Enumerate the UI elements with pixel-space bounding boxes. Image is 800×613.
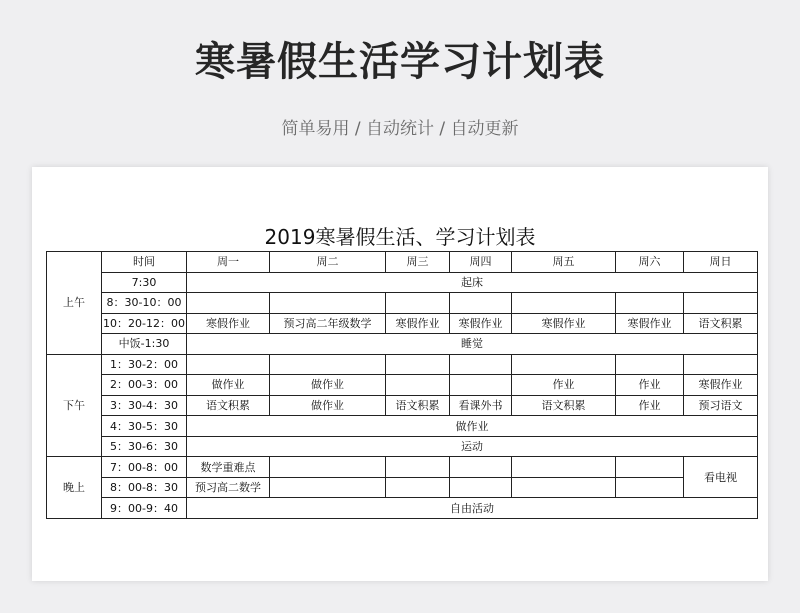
header-cell-mon: 周一 bbox=[187, 252, 270, 273]
activity-cell: 语文积累 bbox=[386, 395, 450, 416]
time-cell: 8：30-10：00 bbox=[102, 293, 187, 314]
time-cell: 中饭-1:30 bbox=[102, 334, 187, 355]
time-cell: 5：30-6：30 bbox=[102, 436, 187, 457]
header-cell-sun: 周日 bbox=[684, 252, 758, 273]
table-row bbox=[47, 477, 758, 498]
activity-cell bbox=[270, 477, 386, 498]
schedule-table bbox=[46, 251, 758, 519]
sheet-title: 2019寒暑假生活、学习计划表 bbox=[264, 225, 536, 249]
activity-cell: 寒假作业 bbox=[684, 375, 758, 396]
activity-cell: 预习高二数学 bbox=[187, 477, 270, 498]
activity-cell: 看电视 bbox=[684, 457, 758, 498]
period-cell-afternoon: 下午 bbox=[47, 354, 102, 457]
time-cell: 8：00-8：30 bbox=[102, 477, 187, 498]
activity-cell: 睡觉 bbox=[187, 334, 758, 355]
header-cell-fri: 周五 bbox=[512, 252, 616, 273]
activity-cell bbox=[616, 477, 684, 498]
activity-cell: 语文积累 bbox=[187, 395, 270, 416]
activity-cell: 寒假作业 bbox=[616, 313, 684, 334]
activity-cell: 做作业 bbox=[270, 375, 386, 396]
activity-cell: 作业 bbox=[616, 395, 684, 416]
time-cell: 10：20-12：00 bbox=[102, 313, 187, 334]
activity-cell bbox=[616, 457, 684, 478]
table-row bbox=[47, 498, 758, 519]
time-cell: 2：00-3：00 bbox=[102, 375, 187, 396]
period-cell-evening: 晚上 bbox=[47, 457, 102, 519]
activity-cell bbox=[187, 354, 270, 375]
activity-cell bbox=[187, 293, 270, 314]
activity-cell: 寒假作业 bbox=[386, 313, 450, 334]
activity-cell bbox=[450, 477, 512, 498]
activity-cell: 作业 bbox=[616, 375, 684, 396]
table-row bbox=[47, 313, 758, 334]
activity-cell bbox=[616, 293, 684, 314]
activity-cell: 看课外书 bbox=[450, 395, 512, 416]
activity-cell: 预习语文 bbox=[684, 395, 758, 416]
activity-cell bbox=[386, 375, 450, 396]
period-cell-morning: 上午 bbox=[47, 252, 102, 355]
activity-cell bbox=[386, 293, 450, 314]
activity-cell: 语文积累 bbox=[512, 395, 616, 416]
table-row bbox=[47, 436, 758, 457]
table-row bbox=[47, 354, 758, 375]
activity-cell bbox=[512, 477, 616, 498]
table-row bbox=[47, 252, 758, 273]
header-cell-time: 时间 bbox=[102, 252, 187, 273]
activity-cell: 语文积累 bbox=[684, 313, 758, 334]
activity-cell: 做作业 bbox=[187, 416, 758, 437]
activity-cell bbox=[512, 293, 616, 314]
page-title: 寒暑假生活学习计划表 bbox=[195, 39, 605, 85]
activity-cell: 数学重难点 bbox=[187, 457, 270, 478]
activity-cell bbox=[684, 354, 758, 375]
time-cell: 7：00-8：00 bbox=[102, 457, 187, 478]
activity-cell bbox=[450, 375, 512, 396]
activity-cell: 寒假作业 bbox=[512, 313, 616, 334]
table-row bbox=[47, 334, 758, 355]
header-cell-tue: 周二 bbox=[270, 252, 386, 273]
time-cell: 7:30 bbox=[102, 272, 187, 293]
activity-cell bbox=[270, 293, 386, 314]
activity-cell bbox=[450, 354, 512, 375]
activity-cell: 寒假作业 bbox=[450, 313, 512, 334]
activity-cell: 预习高二年级数学 bbox=[270, 313, 386, 334]
table-row bbox=[47, 375, 758, 396]
time-cell: 3：30-4：30 bbox=[102, 395, 187, 416]
activity-cell bbox=[450, 457, 512, 478]
activity-cell: 做作业 bbox=[187, 375, 270, 396]
activity-cell: 起床 bbox=[187, 272, 758, 293]
table-row bbox=[47, 272, 758, 293]
time-cell: 1：30-2：00 bbox=[102, 354, 187, 375]
table-row bbox=[47, 457, 758, 478]
activity-cell bbox=[270, 354, 386, 375]
activity-cell: 做作业 bbox=[270, 395, 386, 416]
activity-cell: 运动 bbox=[187, 436, 758, 457]
activity-cell: 寒假作业 bbox=[187, 313, 270, 334]
activity-cell: 自由活动 bbox=[187, 498, 758, 519]
activity-cell bbox=[386, 477, 450, 498]
plan-sheet bbox=[32, 167, 768, 581]
table-row bbox=[47, 395, 758, 416]
header-cell-wed: 周三 bbox=[386, 252, 450, 273]
time-cell: 9：00-9：40 bbox=[102, 498, 187, 519]
activity-cell bbox=[512, 457, 616, 478]
activity-cell bbox=[386, 354, 450, 375]
time-cell: 4：30-5：30 bbox=[102, 416, 187, 437]
header-cell-sat: 周六 bbox=[616, 252, 684, 273]
activity-cell: 作业 bbox=[512, 375, 616, 396]
activity-cell bbox=[450, 293, 512, 314]
page-subtitle: 简单易用 / 自动统计 / 自动更新 bbox=[281, 119, 519, 139]
activity-cell bbox=[616, 354, 684, 375]
header-cell-thu: 周四 bbox=[450, 252, 512, 273]
activity-cell bbox=[512, 354, 616, 375]
activity-cell bbox=[386, 457, 450, 478]
table-row bbox=[47, 293, 758, 314]
table-row bbox=[47, 416, 758, 437]
activity-cell bbox=[684, 293, 758, 314]
activity-cell bbox=[270, 457, 386, 478]
